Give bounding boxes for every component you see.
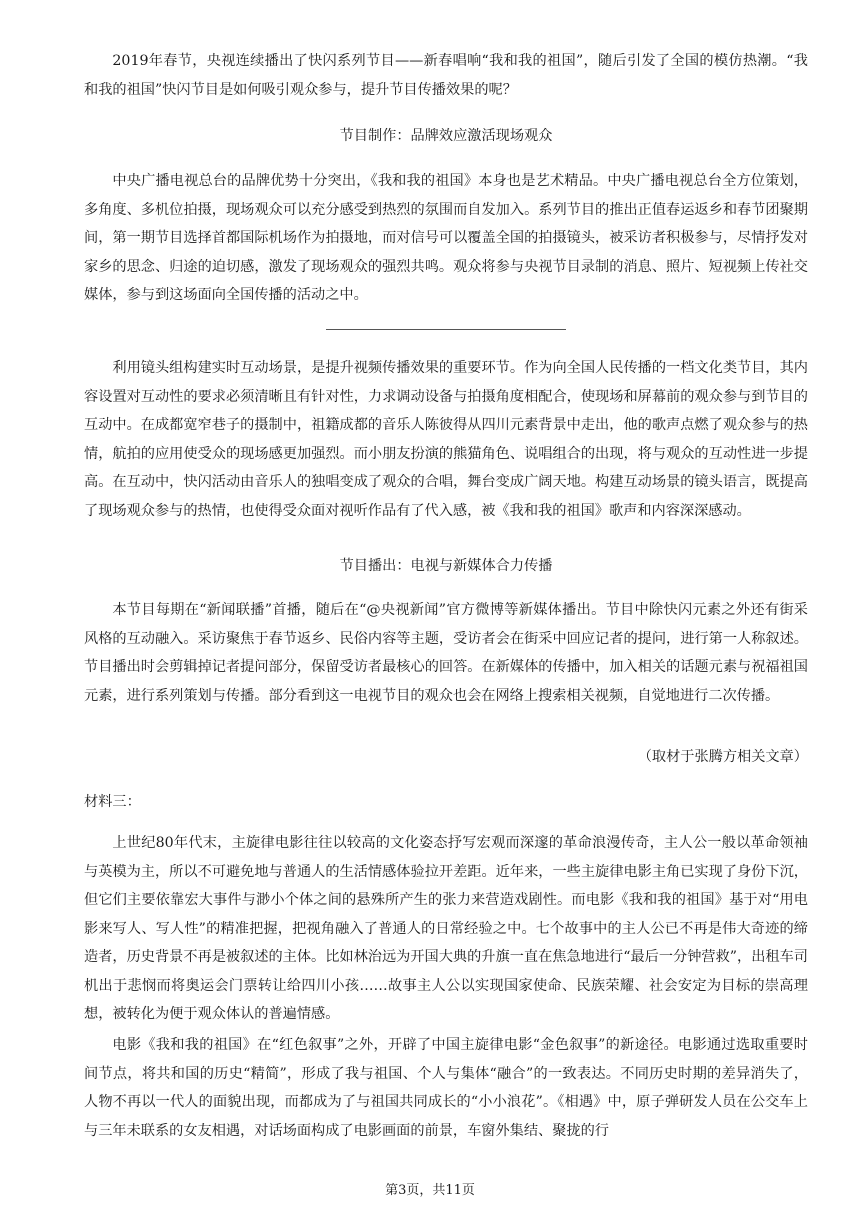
paragraph-production: 中央广播电视总台的品牌优势十分突出，《我和我的祖国》本身也是艺术精品。中央广播电视总台全方位策划，多角度、多机位拍摄，现场观众可以充分感受到热烈的氛围而自发加入。系列节目的推出正值春运返乡和春节团聚期间，第一期节目选择首都国际机场作为拍摄地，而对信号可以覆盖全国的拍摄镜头，被采访者积极参与，尽情抒发对家乡的思念、归途的迫切感，激发了现场观众的强烈共鸣。观众将参与央视节目录制的消息、照片、短视频上传社交媒体，参与到这场面向全国传播的活动之中。 — [84, 173, 808, 303]
section-heading-production: 节目制作：品牌效应激活现场观众 — [339, 128, 553, 144]
paragraph-broadcast: 本节目每期在“新闻联播”首播，随后在“@央视新闻”官方微博等新媒体播出。节目中除快闪元素之外还有街采风格的互动融入。采访聚焦于春节返乡、民俗内容等主题，受访者会在街采中回应记者的提问，进行第一人称叙述。节目播出时会剪辑掉记者提问部分，保留受访者最核心的回答。在新媒体的传播中，加入相关的话题元素与祝福祖国元素，进行系列策划与传播。部分看到这一电视节目的观众也会在网络上搜索相关视频，自觉地进行二次传播。 — [84, 602, 808, 704]
paragraph-interaction: 利用镜头组构建实时互动场景，是提升视频传播效果的重要环节。作为向全国人民传播的一档文化类节目，其内容设置对互动性的要求必须清晰且有针对性，力求调动设备与拍摄角度相配合，使现场和屏幕前的观众参与到节目的互动中。在成都宽窄巷子的摄制中，祖籍成都的音乐人陈彼得从四川元素背景中走出，他的歌声点燃了观众参与的热情，航拍的应用使受众的现场感更加强烈。而小朋友扮演的熊猫角色、说唱组合的出现，将与观众的互动性进一步提高。在互动中，快闪活动由音乐人的独唱变成了观众的合唱，舞台变成广阔天地。构建互动场景的镜头语言，既提高了现场观众参与的热情，也使得受众面对视听作品有了代入感，被《我和我的祖国》歌声和内容深深感动。 — [84, 360, 808, 519]
section-heading-broadcast: 节目播出：电视与新媒体合力传播 — [339, 558, 553, 574]
paragraph-intro: 2019年春节，央视连续播出了快闪系列节目——新春唱响“我和我的祖国”，随后引发了全国的模仿热潮。“我和我的祖国”快闪节目是如何吸引观众参与，提升节目传播效果的呢？ — [84, 53, 808, 98]
source-citation: （取材于张腾方相关文章） — [637, 749, 808, 765]
material-three-label: 材料三： — [84, 794, 141, 810]
divider-line — [326, 329, 566, 330]
paragraph-material-three-1: 上世纪80年代末，主旋律电影往往以较高的文化姿态抒写宏观而深邃的革命浪漫传奇，主人公一般以革命领袖与英模为主，所以不可避免地与普通人的生活情感体验拉开差距。近年来，一些主旋律电影主角已实现了身份下沉，但它们主要依靠宏大事件与渺小个体之间的悬殊所产生的张力来营造戏剧性。而电影《我和我的祖国》基于对“用电影来写人、写人性”的精准把握，把视角融入了普通人的日常经验之中。七个故事中的主人公已不再是伟大奇迹的缔造者，历史背景不再是被叙述的主体。比如林治远为开国大典的升旗一直在焦急地进行“最后一分钟营救”，出租车司机出于悲悯而将奥运会门票转让给四川小孩……故事主人公以实现国家使命、民族荣耀、社会安定为目标的崇高理想，被转化为便于观众体认的普遍情感。 — [84, 835, 808, 1022]
paragraph-material-three-2: 电影《我和我的祖国》在“红色叙事”之外，开辟了中国主旋律电影“金色叙事”的新途径。电影通过选取重要时间节点，将共和国的历史“精简”，形成了我与祖国、个人与集体“融合”的一致表达。不同历史时期的差异消失了，人物不再以一代人的面貌出现，而都成为了与祖国共同成长的“小小浪花”。《相遇》中，原子弹研发人员在公交车上与三年未联系的女友相遇，对话场面构成了电影画面的前景，车窗外集结、聚拢的行 — [84, 1037, 808, 1139]
page-footer: 第3页，共11页 — [385, 1183, 475, 1198]
